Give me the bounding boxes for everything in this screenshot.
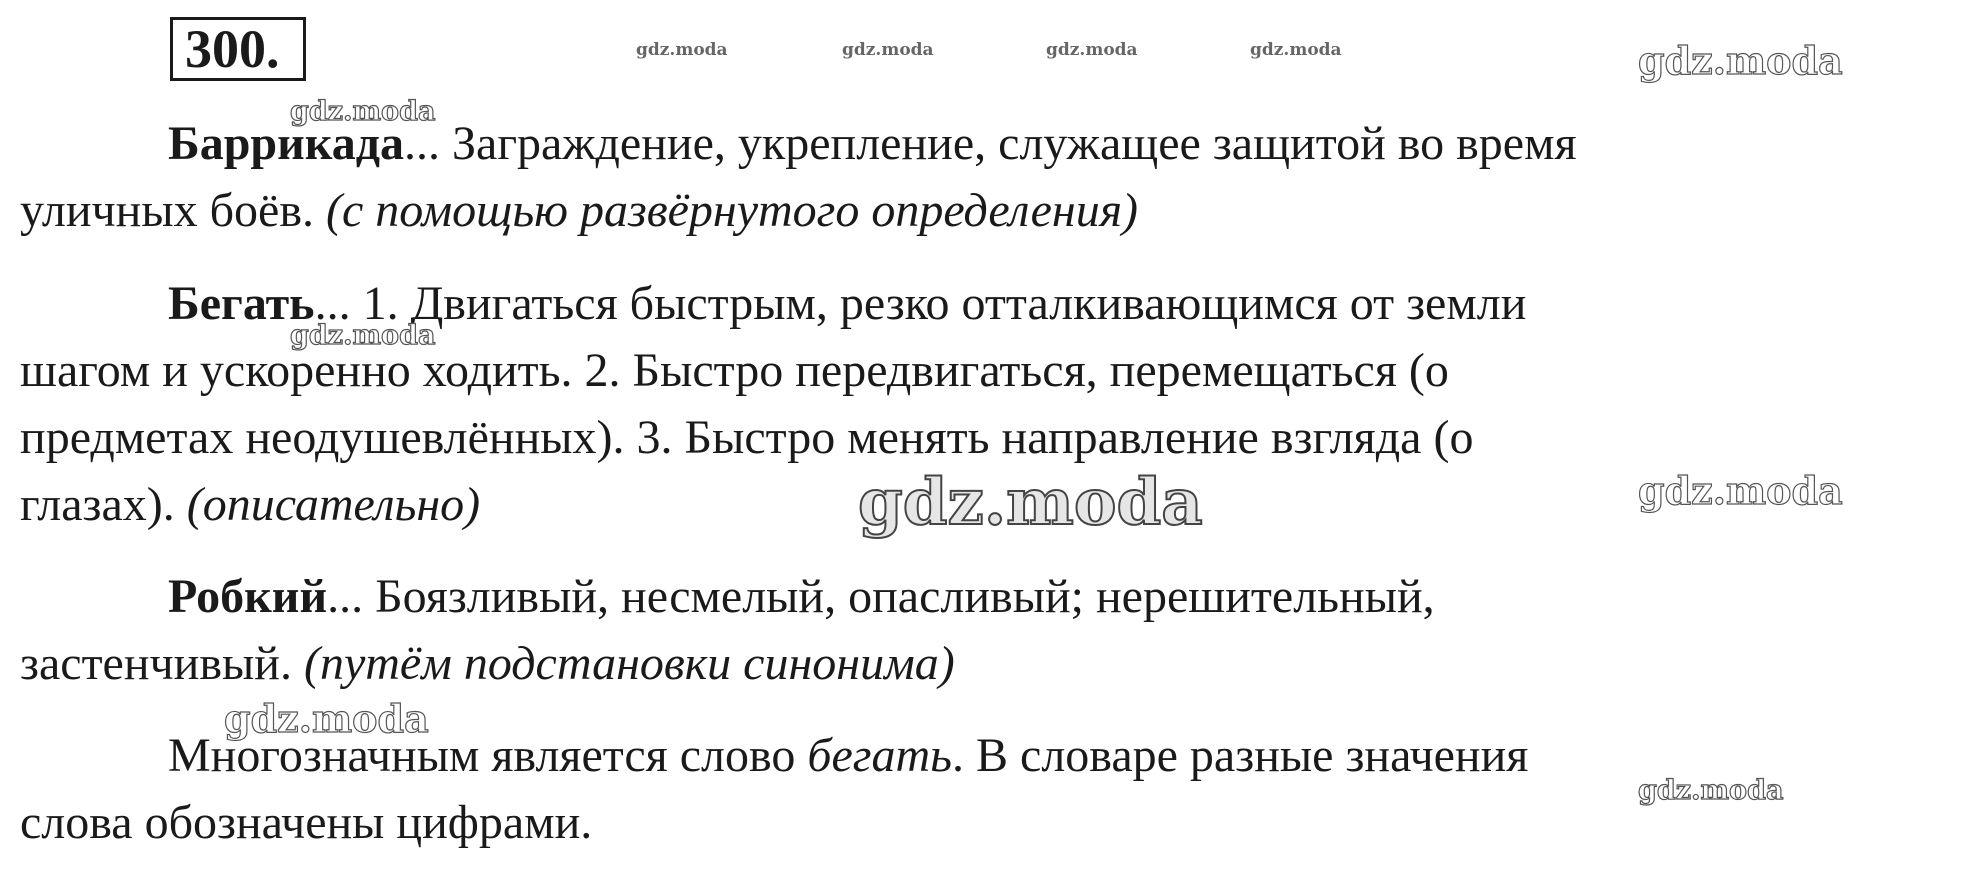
paragraph-barrikada — [20, 110, 1900, 244]
definition-text: глазах). — [20, 478, 187, 531]
definition-text: уличных боёв. — [20, 184, 326, 237]
watermark: gdz.moda — [1638, 775, 1784, 806]
text-line — [20, 337, 1900, 404]
definition-text: предметах неодушевлённых). 3. Быстро менять направление взгляда (о — [20, 411, 1474, 464]
polysemous-word: бегать — [807, 729, 953, 782]
paragraph-begat — [20, 270, 1900, 538]
text-line — [20, 270, 1900, 337]
watermark: gdz.moda — [1638, 468, 1843, 513]
method-note: (с помощью развёрнутого определения) — [326, 184, 1139, 237]
term-word: Баррикада — [168, 117, 404, 170]
watermark: gdz.moda — [1250, 40, 1342, 60]
definition-text: шагом и ускоренно ходить. 2. Быстро передвигаться, перемещаться (о — [20, 344, 1449, 397]
text-line — [20, 789, 1900, 856]
watermark: gdz.moda — [1638, 38, 1843, 83]
method-note: (описательно) — [186, 478, 481, 531]
conclusion-text: слова обозначены цифрами. — [20, 796, 593, 849]
text-line — [20, 563, 1900, 630]
watermark: gdz.moda — [1046, 40, 1138, 60]
text-line — [20, 471, 1900, 538]
exercise-number: 300. — [170, 17, 306, 81]
text-line — [20, 404, 1900, 471]
definition-text: ... Боязливый, несмелый, опасливый; нерешительный, — [327, 570, 1435, 623]
term-word: Бегать — [168, 277, 315, 330]
text-line — [20, 177, 1900, 244]
conclusion-text: Многозначным является слово — [168, 729, 808, 782]
text-line — [20, 110, 1900, 177]
paragraph-conclusion — [20, 722, 1900, 856]
definition-text: застенчивый. — [20, 637, 304, 690]
watermark: gdz.moda — [224, 696, 429, 741]
method-note: (путём подстановки синонима) — [303, 637, 955, 690]
paragraph-robkiy — [20, 563, 1900, 697]
watermark: gdz.moda — [636, 40, 728, 60]
definition-text: ... 1. Двигаться быстрым, резко отталкивающимся от земли — [314, 277, 1527, 330]
text-line — [20, 630, 1900, 697]
watermark: gdz.moda — [290, 96, 436, 127]
watermark: gdz.moda — [842, 40, 934, 60]
term-word: Робкий — [168, 570, 328, 623]
watermark: gdz.moda — [858, 465, 1203, 540]
watermark: gdz.moda — [290, 320, 436, 351]
text-line — [20, 722, 1900, 789]
conclusion-text: . В словаре разные значения — [952, 729, 1529, 782]
definition-text: ... Заграждение, укрепление, служащее защитой во время — [404, 117, 1577, 170]
